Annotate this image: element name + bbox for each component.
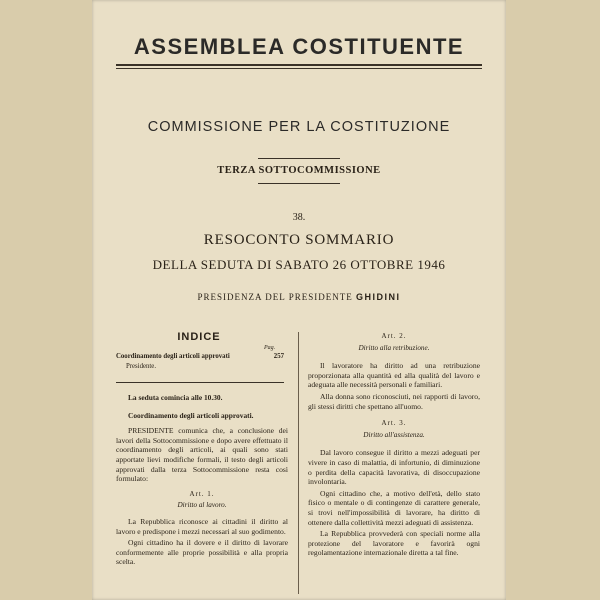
commission-title: COMMISSIONE PER LA COSTITUZIONE: [147, 119, 451, 135]
document-page: [92, 0, 506, 600]
index-item-sub: Presidente.: [126, 363, 157, 370]
main-title: ASSEMBLEA COSTITUENTE: [133, 34, 465, 59]
right-paragraph-4: Ogni cittadino che, a motivo dell'età, dello stato fisico o mentale o di contingenze di carattere generale, si trovi nell'impossibilità di lavorare, ha diritto di ottenere dalla collettività mezzi adeguati di assistenza.: [308, 488, 480, 527]
left-paragraph-3: Ogni cittadino ha il dovere e il diritto di lavorare conformemente alle proprie possibilità e alla propria scelta.: [116, 538, 288, 567]
subcommission-title: TERZA SOTTOCOMMISSIONE: [217, 165, 381, 176]
background-left: [0, 0, 92, 600]
index-item: [116, 353, 284, 360]
right-column: [308, 332, 480, 558]
presidency-prefix: PRESIDENZA DEL PRESIDENTE: [197, 292, 353, 302]
index-page-label: Pag.: [264, 345, 276, 351]
article-2-title: Diritto alla retribuzione.: [358, 343, 430, 352]
background-right: [506, 0, 600, 600]
index-item-label: Coordinamento degli articoli approvati: [116, 353, 230, 360]
index-title: INDICE: [177, 331, 221, 343]
left-paragraph-1: PRESIDENTE comunica che, a conclusione dei lavori della Sottocommissione e dopo avere effettuato il coordinamento degli articoli, ai quali sono stati apportate lievi modifiche formali, il testo degli articoli approvati dalla terza Sottocommissione resta così formulato:: [116, 426, 288, 484]
article-3-number: Art. 3.: [381, 419, 407, 428]
left-paragraph-2: La Repubblica riconosce ai cittadini il diritto al lavoro e predispone i mezzi necessari al suo godimento.: [116, 516, 288, 536]
report-number: 38.: [292, 212, 306, 223]
article-1-number: Art. 1.: [189, 489, 215, 498]
article-3-title: Diritto all'assistenza.: [363, 430, 425, 439]
right-paragraph-5: La Repubblica provvederà con speciali norme alla protezione del lavoratore e favorirà ogni regolamentazione internazionale diretta a tal fine.: [308, 529, 480, 558]
subcommission-rule-top: [258, 158, 340, 159]
article-1-title: Diritto al lavoro.: [177, 501, 227, 510]
session-date: DELLA SEDUTA DI SABATO 26 OTTOBRE 1946: [152, 257, 446, 272]
president-name: GHIDINI: [355, 292, 401, 302]
subcommission-rule-bottom: [258, 183, 340, 184]
right-paragraph-1: Il lavoratore ha diritto ad una retribuzione proporzionata alla quantità ed alla qualità del lavoro e adeguata alle necessità personali e familiari.: [308, 361, 480, 390]
left-column: [116, 393, 288, 567]
right-paragraph-3: Dal lavoro consegue il diritto a mezzi adeguati per vivere in caso di malattia, di infortunio, di diminuzione o perdita della capacità lavorativa, di disoccupazione involontaria.: [308, 448, 480, 487]
section-heading: Coordinamento degli articoli approvati.: [128, 410, 254, 420]
column-separator: [298, 332, 299, 594]
presidency-line: [92, 292, 506, 302]
session-opening: La seduta comincia alle 10.30.: [128, 393, 223, 402]
report-title: RESOCONTO SOMMARIO: [203, 232, 395, 248]
article-2-number: Art. 2.: [381, 332, 407, 340]
index-rule: [116, 382, 284, 383]
title-rule-thin: [116, 68, 482, 69]
right-paragraph-2: Alla donna sono riconosciuti, nei rapporti di lavoro, gli stessi diritti che spettano all'uomo.: [308, 391, 480, 411]
title-rule-thick: [116, 64, 482, 66]
index-item-page: 257: [273, 353, 284, 360]
